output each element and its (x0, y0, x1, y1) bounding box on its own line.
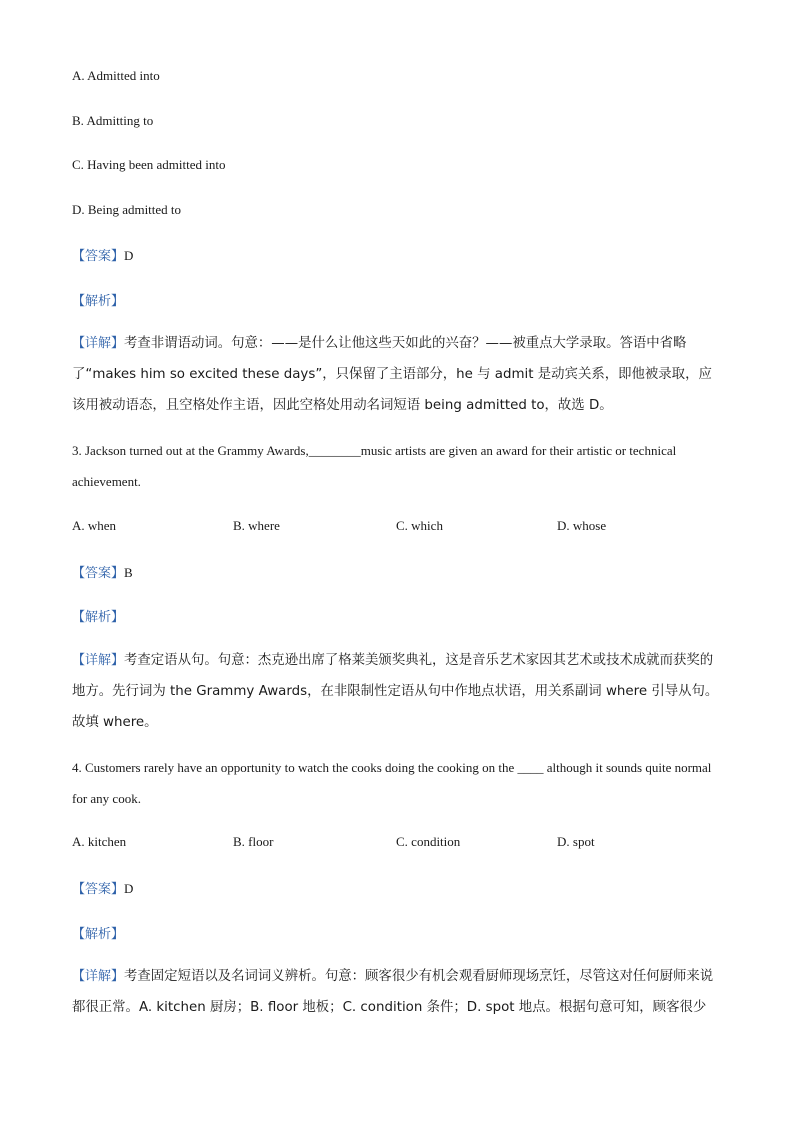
q2-option-b: B. Admitting to (72, 113, 154, 128)
q3-option-d: D. whose (557, 518, 607, 533)
q4-option-d: D. spot (557, 834, 595, 849)
q4-option-a: A. kitchen (72, 834, 127, 849)
detail-text: 考查固定短语以及名词词义辨析。句意：顾客很少有机会观看厨师现场烹饪，尽管这对任何厨师来说都很正常。A. kitchen 厨房；B. floor 地板；C. condition 条件；D. spot 地点。根据句意可知，顾客很少 (72, 969, 714, 1015)
answer-value: D (124, 248, 134, 263)
detail-tag: 【详解】 (72, 336, 125, 351)
q3-analysis-heading (72, 606, 124, 625)
detail-tag: 【详解】 (72, 969, 125, 984)
q3-option-c: C. which (396, 518, 443, 533)
analysis-tag: 【解析】 (72, 610, 125, 625)
q3-answer (72, 562, 133, 581)
detail-text: 考查非谓语动词。句意：——是什么让他这些天如此的兴奋？——被重点大学录取。答语中省略了“makes him so excited these days”，只保留了主语部分，he 与 admit 是动宾关系，即他被录取，应该用被动语态，且空格处作主语，因此空格处用动名词短语 being admitted to，故选 D。 (72, 336, 712, 413)
q4-answer (72, 878, 133, 897)
q2-analysis-heading (72, 290, 124, 309)
q3-question: 3. Jackson turned out at the Grammy Awards,________music artists are given an award for their artistic or technical achievement. (72, 443, 677, 489)
answer-value: D (124, 881, 134, 896)
q4-analysis-heading (72, 923, 124, 942)
q3-option-a: A. when (72, 518, 117, 533)
q4-option-c: C. condition (396, 834, 461, 849)
q3-option-b: B. where (233, 518, 280, 533)
q4-option-b: B. floor (233, 834, 274, 849)
q2-option-d: D. Being admitted to (72, 202, 182, 217)
answer-value: B (124, 565, 133, 580)
q3-detail (72, 645, 724, 738)
q4-detail (72, 961, 724, 1023)
analysis-tag: 【解析】 (72, 294, 125, 309)
q2-option-c: C. Having been admitted into (72, 157, 226, 172)
q2-answer (72, 245, 133, 264)
analysis-tag: 【解析】 (72, 927, 125, 942)
q4-question: 4. Customers rarely have an opportunity to watch the cooks doing the cooking on the ____ although it sounds quite normal for any cook. (72, 760, 712, 806)
q2-detail (72, 328, 724, 421)
answer-tag: 【答案】 (72, 249, 125, 264)
detail-text: 考查定语从句。句意：杰克逊出席了格莱美颁奖典礼，这是音乐艺术家因其艺术或技术成就而获奖的地方。先行词为 the Grammy Awards，在非限制性定语从句中作地点状语，用关系副词 where 引导从句。故填 where。 (72, 653, 719, 730)
answer-tag: 【答案】 (72, 882, 125, 897)
q2-option-a: A. Admitted into (72, 68, 160, 83)
detail-tag: 【详解】 (72, 653, 125, 668)
answer-tag: 【答案】 (72, 566, 125, 581)
